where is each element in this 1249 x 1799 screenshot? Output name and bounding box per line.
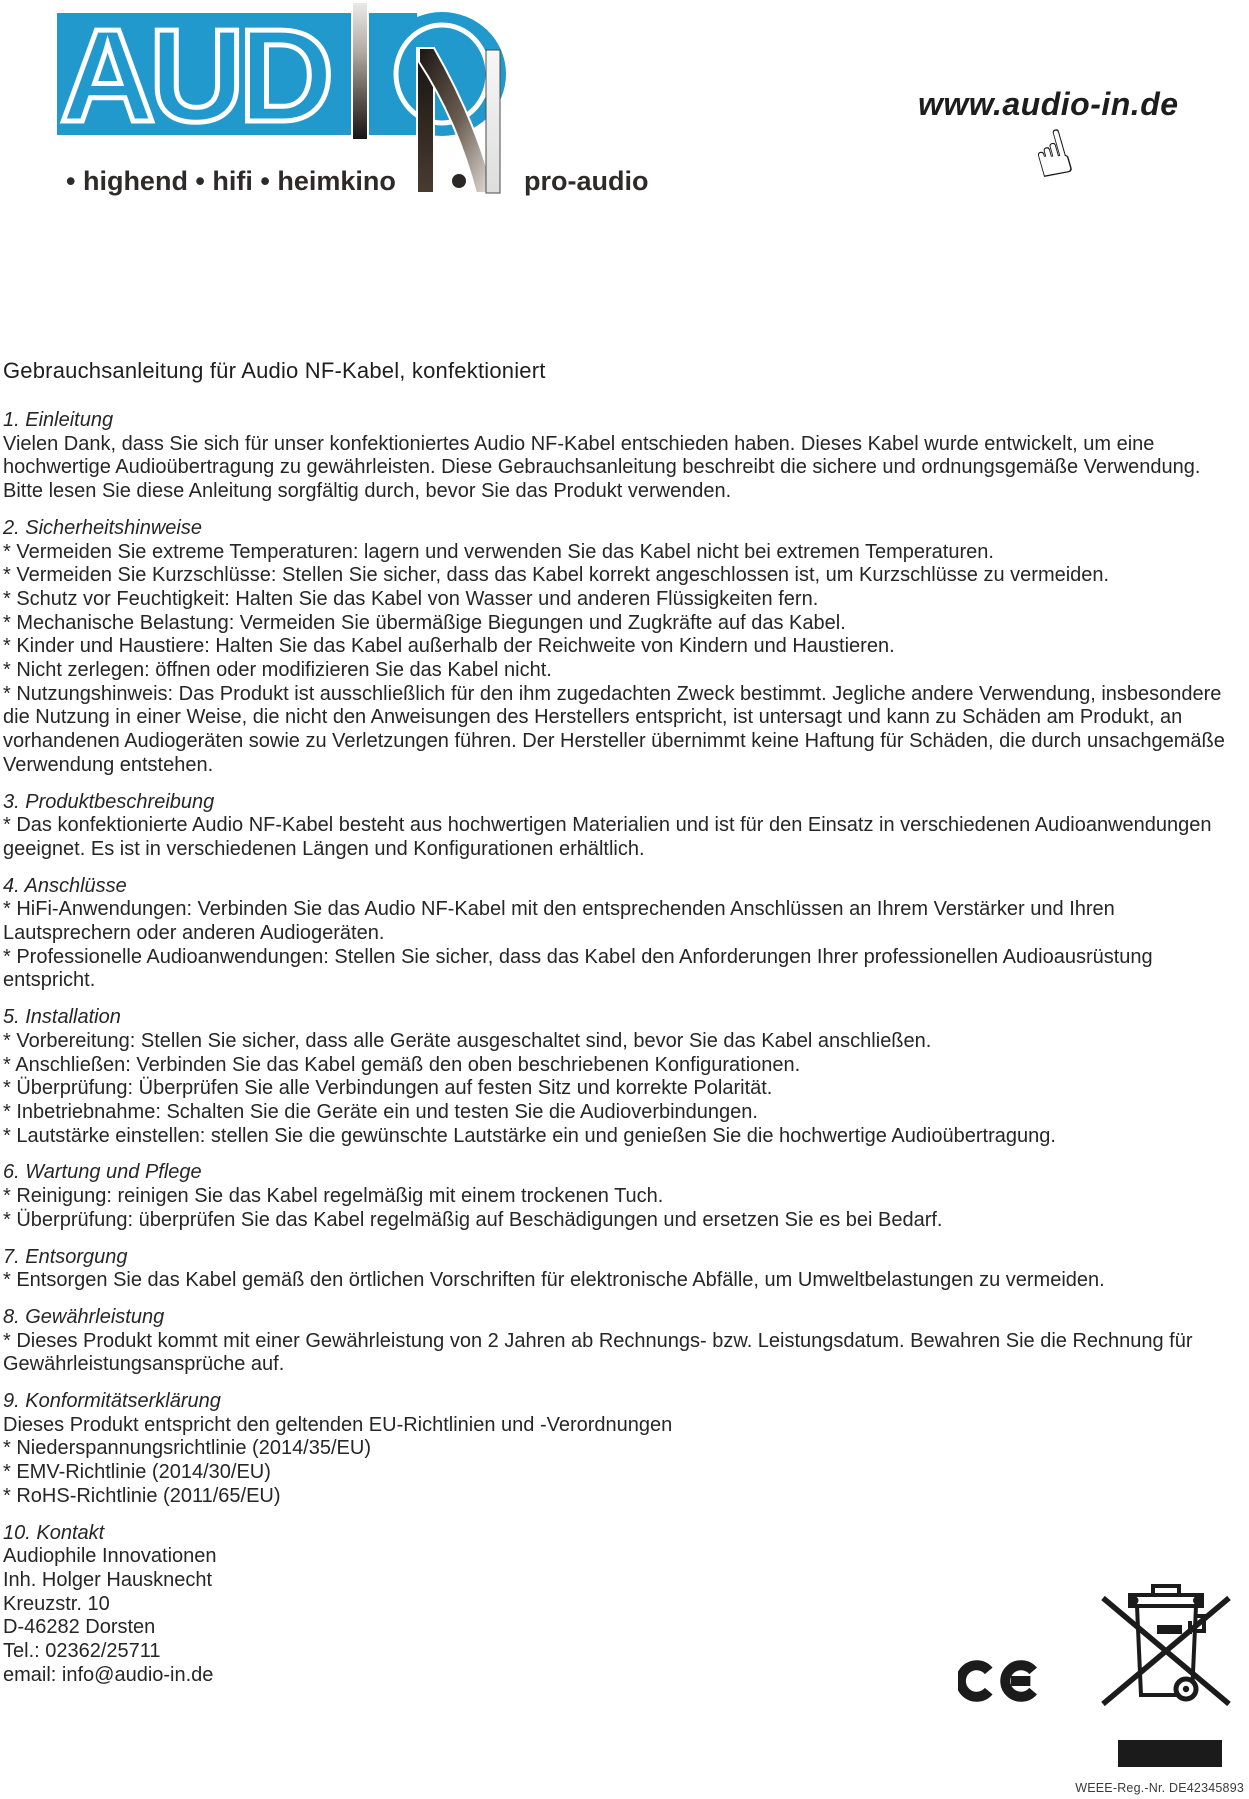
section-paragraph: * Professionelle Audioanwendungen: Stellen Sie sicher, dass das Kabel den Anforderungen Ihrer professionellen Audioausrüstung entspricht.: [3, 945, 1153, 992]
section-heading: 1. Einleitung: [3, 409, 114, 431]
section-paragraph: Tel.: 02362/25711: [3, 1640, 161, 1663]
sections-container: [3, 409, 1246, 1687]
section: [3, 1006, 1246, 1148]
weee-reg-number: WEEE-Reg.-Nr. DE42345893: [1075, 1781, 1244, 1795]
header: [0, 0, 1249, 355]
section-paragraph: * Schutz vor Feuchtigkeit: Halten Sie das Kabel von Wasser und anderen Flüssigkeiten fern.: [3, 587, 819, 610]
section-paragraph: * EMV-Richtlinie (2014/30/EU): [3, 1461, 271, 1484]
section-paragraph: * Dieses Produkt kommt mit einer Gewährleistung von 2 Jahren ab Rechnungs- bzw. Leistungsdatum. Bewahren Sie die Rechnung für Gewährleistungsansprüche auf.: [3, 1329, 1193, 1376]
section-paragraph: * Nutzungshinweis: Das Produkt ist ausschließlich für den ihm zugedachten Zweck bestimmt. Jegliche andere Verwendung, insbesondere die Nutzung in einer Weise, die nicht den Anweisungen des Herstellers entspricht, ist untersagt und kann zu Schäden am Produkt, an vorhandenen Audiogeräten sowie zu Verletzungen führen. Der Hersteller übernimmt keine Haftung für Schäden, die durch unsachgemäße Verwendung entstehen.: [3, 682, 1225, 776]
logo-letter-i: [352, 2, 368, 140]
section: [3, 1161, 1246, 1232]
section-paragraph: * Entsorgen Sie das Kabel gemäß den örtlichen Vorschriften für elektronische Abfälle, um Umweltbelastungen zu vermeiden.: [3, 1269, 1105, 1292]
section-paragraph: * Reinigung: reinigen Sie das Kabel regelmäßig mit einem trockenen Tuch.: [3, 1185, 664, 1208]
section: [3, 875, 1246, 994]
section-heading: 7. Entsorgung: [3, 1245, 128, 1268]
section-paragraph: * Kinder und Haustiere: Halten Sie das Kabel außerhalb der Reichweite von Kindern und Haustieren.: [3, 635, 895, 658]
section-paragraph: * Anschließen: Verbinden Sie das Kabel gemäß den oben beschriebenen Konfigurationen.: [3, 1053, 801, 1076]
section-paragraph: * Inbetriebnahme: Schalten Sie die Geräte ein und testen Sie die Audioverbindungen.: [3, 1100, 758, 1123]
logo-letters-aud: AUD: [60, 2, 328, 149]
section-heading: 3. Produktbeschreibung: [3, 790, 215, 813]
tagline-bullet: [452, 174, 466, 188]
section-paragraph: Audiophile Innovationen: [3, 1545, 217, 1568]
weee-bin-icon: [1100, 1578, 1232, 1720]
section-paragraph: Vielen Dank, dass Sie sich für unser konfektioniertes Audio NF-Kabel entschieden haben. Dieses Kabel wurde entwickelt, um eine hochwertige Audioübertragung zu gewährleisten. Diese Gebrauchsanleitung beschreibt die sichere und ordnungsgemäße Verwendung. Bitte lesen Sie diese Anleitung sorgfältig durch, bevor Sie das Produkt verwenden.: [3, 432, 1201, 503]
section-paragraph: * Überprüfung: Überprüfen Sie alle Verbindungen auf festen Sitz und korrekte Polarität.: [3, 1077, 773, 1100]
weee-black-bar: [1118, 1740, 1222, 1767]
section-paragraph: * Niederspannungsrichtlinie (2014/35/EU): [3, 1437, 371, 1460]
section-paragraph: D-46282 Dorsten: [3, 1616, 156, 1639]
section: [3, 1246, 1246, 1293]
ce-mark-icon: [958, 1650, 1044, 1712]
section-paragraph: * HiFi-Anwendungen: Verbinden Sie das Audio NF-Kabel mit den entsprechenden Anschlüssen an Ihrem Verstärker und Ihren Lautsprechern oder anderen Audiogeräten.: [3, 898, 1115, 945]
section-paragraph: * Nicht zerlegen: öffnen oder modifizieren Sie das Kabel nicht.: [3, 659, 552, 682]
section-heading: 10. Kontakt: [3, 1521, 105, 1544]
section-paragraph: * Mechanische Belastung: Vermeiden Sie übermäßige Biegungen und Zugkräfte auf das Kabel.: [3, 611, 846, 634]
section-paragraph: email: info@audio-in.de: [3, 1663, 214, 1686]
page-title: Gebrauchsanleitung für Audio NF-Kabel, konfektioniert: [3, 358, 546, 383]
section: [3, 1390, 1246, 1509]
section-paragraph: * Vermeiden Sie Kurzschlüsse: Stellen Sie sicher, dass das Kabel korrekt angeschlossen ist, um Kurzschlüsse zu vermeiden.: [3, 564, 1110, 587]
section-paragraph: Inh. Holger Hausknecht: [3, 1568, 213, 1591]
logo-tagline-left: • highend • hifi • heimkino: [66, 166, 396, 196]
logo-tagline-right: pro-audio: [524, 166, 649, 196]
section-heading: 2. Sicherheitshinweise: [3, 516, 202, 539]
section-heading: 9. Konformitätserklärung: [3, 1390, 221, 1413]
section-paragraph: * Vermeiden Sie extreme Temperaturen: lagern und verwenden Sie das Kabel nicht bei extremen Temperaturen.: [3, 540, 994, 563]
section-paragraph: * Lautstärke einstellen: stellen Sie die gewünschte Lautstärke ein und genießen Sie die hochwertige Audioübertragung.: [3, 1124, 1056, 1147]
section-heading: 8. Gewährleistung: [3, 1305, 165, 1328]
section: [3, 1522, 1246, 1688]
section-paragraph: Kreuzstr. 10: [3, 1592, 110, 1615]
website-url[interactable]: www.audio-in.de: [918, 86, 1179, 122]
section-heading: 5. Installation: [3, 1006, 121, 1029]
manual-body: [0, 355, 1249, 1687]
section-paragraph: * Das konfektionierte Audio NF-Kabel besteht aus hochwertigen Materialien und ist für den Einsatz in verschiedenen Audioanwendungen geeignet. Es ist in verschiedenen Längen und Konfigurationen erhältlich.: [3, 814, 1212, 860]
pointing-hand-icon: ☝: [1024, 114, 1081, 195]
section-paragraph: Dieses Produkt entspricht den geltenden EU-Richtlinien und -Verordnungen: [3, 1413, 673, 1436]
section: [3, 409, 1246, 504]
section-heading: 4. Anschlüsse: [3, 874, 127, 897]
section: [3, 517, 1246, 778]
section-paragraph: * Vorbereitung: Stellen Sie sicher, dass alle Geräte ausgeschaltet sind, bevor Sie das Kabel anschließen.: [3, 1029, 932, 1052]
section-paragraph: * Überprüfung: überprüfen Sie das Kabel regelmäßig auf Beschädigungen und ersetzen Sie es bei Bedarf.: [3, 1208, 943, 1231]
section-paragraph: * RoHS-Richtlinie (2011/65/EU): [3, 1484, 281, 1507]
section: [3, 791, 1246, 862]
section: [3, 1306, 1246, 1377]
section-heading: 6. Wartung und Pflege: [3, 1161, 202, 1184]
